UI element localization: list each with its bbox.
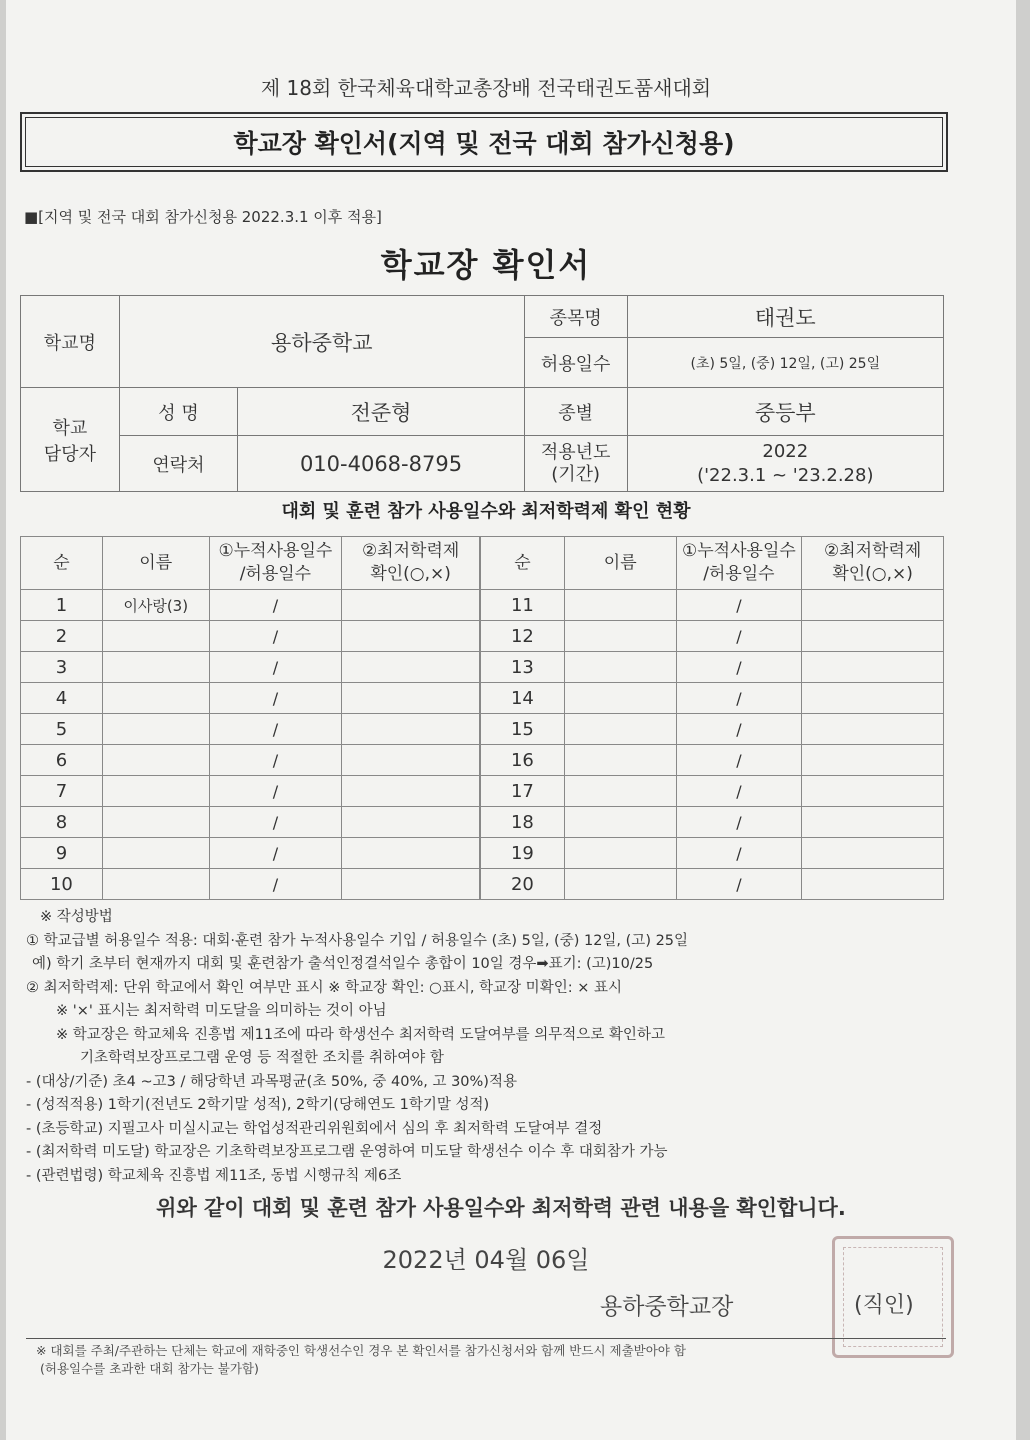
guide-heading: ※ 작성방법: [40, 909, 113, 925]
row-number: 1: [21, 590, 103, 621]
student-name: [564, 683, 676, 714]
grade-check-cell: [342, 776, 480, 807]
table-row: [21, 776, 480, 807]
grade-check-cell: [342, 683, 480, 714]
student-name: [564, 807, 676, 838]
guide-line: - (대상/기준) 초4 ~고3 / 해당학년 과목평균(초 50%, 중 40%, 고 30%)적용: [26, 1073, 517, 1090]
days-used-cell: /: [676, 714, 802, 745]
table-row: [21, 838, 480, 869]
document-title-box: [20, 112, 948, 172]
guide-line: ② 최저학력제: 단위 학교에서 확인 여부만 표시 ※ 학교장 확인: ○표시, 학교장 미확인: × 표시: [26, 979, 622, 996]
guide-line: 예) 학기 초부터 현재까지 대회 및 훈련참가 출석인정결석일수 총합이 10일 경우➡표기: (고)10/25: [32, 956, 654, 972]
student-name: [564, 714, 676, 745]
col-no-header: 순: [481, 537, 565, 590]
row-number: 16: [481, 745, 565, 776]
col-name-header: 이름: [102, 537, 209, 590]
col-grade-header: ②최저학력제 확인(○,×): [342, 537, 480, 590]
guide-line: ① 학교급별 허용일수 적용: 대회·훈련 참가 누적사용일수 기입 / 허용일수 (초) 5일, (중) 12일, (고) 25일: [26, 932, 689, 949]
row-number: 12: [481, 621, 565, 652]
manager-name-label: 성 명: [119, 388, 237, 436]
guide-line: - (초등학교) 지필고사 미실시교는 학업성적관리위원회에서 심의 후 최저학력 도달여부 결정: [26, 1120, 603, 1137]
main-title: 학교장 확인서: [380, 246, 592, 284]
confirmation-statement: 위와 같이 대회 및 훈련 참가 사용일수와 최저학력 관련 내용을 확인합니다.: [156, 1196, 846, 1220]
grade-check-cell: [802, 869, 944, 900]
table-row: [21, 590, 480, 621]
event-value: 태권도: [627, 296, 943, 338]
student-name: 이사랑(3): [102, 590, 209, 621]
application-note: ■[지역 및 전국 대회 참가신청용 2022.3.1 이후 적용]: [24, 208, 382, 226]
col-days-header: ①누적사용일수 /허용일수: [676, 537, 802, 590]
days-used-cell: /: [676, 621, 802, 652]
grade-check-cell: [802, 838, 944, 869]
student-name: [102, 776, 209, 807]
row-number: 2: [21, 621, 103, 652]
division-value: 중등부: [627, 388, 943, 436]
row-number: 9: [21, 838, 103, 869]
period-value: ('22.3.1 ~ '23.2.28): [697, 464, 874, 486]
school-name-label: 학교명: [21, 296, 120, 388]
school-name-value: 용하중학교: [119, 296, 524, 388]
table-row: [481, 621, 944, 652]
grade-check-cell: [342, 652, 480, 683]
student-name: [102, 807, 209, 838]
student-name: [564, 745, 676, 776]
student-name: [564, 621, 676, 652]
days-used-cell: /: [676, 683, 802, 714]
days-used-cell: /: [676, 652, 802, 683]
table-row: [481, 838, 944, 869]
days-used-cell: /: [209, 869, 342, 900]
table-row: [21, 683, 480, 714]
allowed-days-value: (초) 5일, (중) 12일, (고) 25일: [627, 338, 943, 388]
row-number: 8: [21, 807, 103, 838]
row-number: 20: [481, 869, 565, 900]
row-number: 14: [481, 683, 565, 714]
student-name: [102, 714, 209, 745]
grade-check-cell: [802, 590, 944, 621]
event-title: 제 18회 한국체육대학교총장배 전국태권도품새대회: [260, 76, 712, 100]
footer-line: ※ 대회를 주최/주관하는 단체는 학교에 재학중인 학생선수인 경우 본 확인서를 참가신청서와 함께 반드시 제출받아야 함: [36, 1343, 686, 1358]
footer-divider: [26, 1338, 946, 1339]
manager-name-value: 전준형: [238, 388, 525, 436]
student-name: [564, 652, 676, 683]
writing-guide: [26, 906, 946, 1188]
table-row: [481, 714, 944, 745]
guide-line: ※ '×' 표시는 최저학력 미도달을 의미하는 것이 아님: [56, 1003, 387, 1019]
grade-check-cell: [342, 838, 480, 869]
student-name: [102, 745, 209, 776]
grade-check-cell: [342, 745, 480, 776]
seal-label: (직인): [854, 1293, 914, 1318]
grade-check-cell: [802, 776, 944, 807]
col-grade-header: ②최저학력제 확인(○,×): [802, 537, 944, 590]
student-name: [102, 838, 209, 869]
grade-check-cell: [342, 807, 480, 838]
student-name: [564, 590, 676, 621]
contact-label: 연락처: [119, 436, 237, 492]
footer-note: [36, 1342, 956, 1378]
grade-check-cell: [802, 714, 944, 745]
grade-check-cell: [802, 807, 944, 838]
table-row: [21, 745, 480, 776]
issue-date: 2022년 04월 06일: [382, 1246, 590, 1274]
row-number: 19: [481, 838, 565, 869]
contact-value: 010-4068-8795: [238, 436, 525, 492]
guide-line: 기초학력보장프로그램 운영 등 적절한 조치를 취하여야 함: [80, 1050, 444, 1066]
grade-check-cell: [342, 590, 480, 621]
days-used-cell: /: [209, 621, 342, 652]
allowed-days-label: 허용일수: [524, 338, 627, 388]
table-row: [21, 869, 480, 900]
row-number: 15: [481, 714, 565, 745]
manager-label: 학교 담당자: [21, 388, 120, 492]
principal-signature: 용하중학교장: [600, 1294, 734, 1320]
days-used-cell: /: [676, 745, 802, 776]
student-name: [102, 621, 209, 652]
student-name: [564, 776, 676, 807]
division-label: 종별: [524, 388, 627, 436]
row-number: 7: [21, 776, 103, 807]
table-row: [481, 776, 944, 807]
section-title: 대회 및 훈련 참가 사용일수와 최저학력제 확인 현황: [281, 501, 691, 522]
status-table-right: [480, 536, 944, 900]
col-no-header: 순: [21, 537, 103, 590]
grade-check-cell: [802, 745, 944, 776]
row-number: 13: [481, 652, 565, 683]
row-number: 10: [21, 869, 103, 900]
document-title: 학교장 확인서(지역 및 전국 대회 참가신청용): [233, 129, 735, 158]
grade-check-cell: [342, 714, 480, 745]
col-name-header: 이름: [564, 537, 676, 590]
footer-line: (허용일수를 초과한 대회 참가는 불가함): [40, 1361, 259, 1376]
grade-check-cell: [802, 652, 944, 683]
row-number: 4: [21, 683, 103, 714]
event-label: 종목명: [524, 296, 627, 338]
student-name: [564, 838, 676, 869]
days-used-cell: /: [209, 652, 342, 683]
school-info-table: [20, 295, 944, 492]
days-used-cell: /: [676, 869, 802, 900]
table-row: [481, 745, 944, 776]
grade-check-cell: [802, 683, 944, 714]
days-used-cell: /: [209, 838, 342, 869]
row-number: 18: [481, 807, 565, 838]
days-used-cell: /: [676, 838, 802, 869]
student-name: [102, 652, 209, 683]
days-used-cell: /: [209, 714, 342, 745]
days-used-cell: /: [209, 807, 342, 838]
table-row: [481, 590, 944, 621]
col-days-header: ①누적사용일수 /허용일수: [209, 537, 342, 590]
year-cell: [627, 436, 943, 492]
table-row: [21, 652, 480, 683]
table-row: [481, 869, 944, 900]
table-row: [481, 683, 944, 714]
grade-check-cell: [342, 869, 480, 900]
guide-line: - (관련법령) 학교체육 진흥법 제11조, 동법 시행규칙 제6조: [26, 1167, 402, 1184]
student-name: [102, 869, 209, 900]
table-row: [21, 714, 480, 745]
table-row: [21, 807, 480, 838]
row-number: 3: [21, 652, 103, 683]
days-used-cell: /: [209, 745, 342, 776]
student-name: [564, 869, 676, 900]
row-number: 17: [481, 776, 565, 807]
document-page: [6, 0, 1016, 1440]
status-table-left: [20, 536, 480, 900]
guide-line: - (최저학력 미도달) 학교장은 기초학력보장프로그램 운영하여 미도달 학생선수 이수 후 대회참가 가능: [26, 1144, 668, 1160]
year-value: 2022: [762, 440, 809, 462]
table-row: [21, 621, 480, 652]
grade-check-cell: [342, 621, 480, 652]
table-row: [481, 807, 944, 838]
table-row: [481, 652, 944, 683]
row-number: 6: [21, 745, 103, 776]
guide-line: ※ 학교장은 학교체육 진흥법 제11조에 따라 학생선수 최저학력 도달여부를 의무적으로 확인하고: [56, 1026, 665, 1043]
year-label: 적용년도 (기간): [524, 436, 627, 492]
days-used-cell: /: [676, 590, 802, 621]
days-used-cell: /: [209, 590, 342, 621]
row-number: 5: [21, 714, 103, 745]
row-number: 11: [481, 590, 565, 621]
student-name: [102, 683, 209, 714]
days-used-cell: /: [209, 683, 342, 714]
guide-line: - (성적적용) 1학기(전년도 2학기말 성적), 2학기(당해연도 1학기말 성적): [26, 1097, 490, 1113]
days-used-cell: /: [676, 807, 802, 838]
days-used-cell: /: [676, 776, 802, 807]
days-used-cell: /: [209, 776, 342, 807]
grade-check-cell: [802, 621, 944, 652]
